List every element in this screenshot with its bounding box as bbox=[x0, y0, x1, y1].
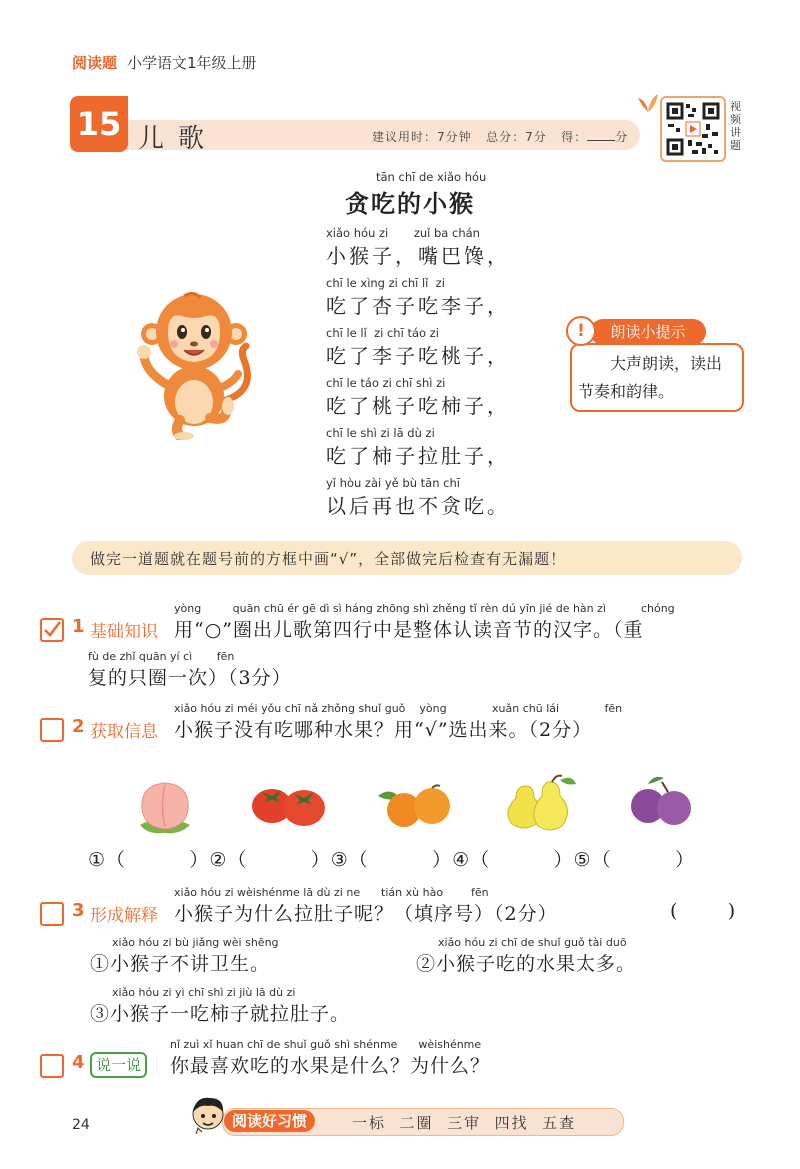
question-3-option-1 bbox=[90, 936, 279, 976]
question-3-line-1-text: 小猴子为什么拉肚子呢？（填序号）（2分） bbox=[174, 903, 558, 925]
poem-line-pinyin: chī le lǐ zi chī táo zi bbox=[326, 326, 439, 340]
poem-title: 贪吃的小猴 bbox=[345, 189, 475, 218]
category-label: 阅读题 bbox=[72, 54, 118, 72]
question-3-number: 3 bbox=[72, 900, 85, 921]
question-2-tag: 获取信息 bbox=[90, 722, 158, 742]
poem-line-pinyin: xiǎo hóu zi zuǐ ba chán bbox=[326, 226, 480, 240]
page-number: 24 bbox=[72, 1117, 90, 1133]
poem-title-block bbox=[376, 170, 486, 184]
leaf-icon bbox=[636, 92, 660, 118]
question-3-line-1 bbox=[174, 886, 558, 926]
peach-icon bbox=[130, 775, 200, 841]
poem-line-pinyin: chī le xìng zi chī lǐ zi bbox=[326, 276, 445, 290]
question-4-line-1-pinyin: nǐ zuì xǐ huan chī de shuǐ guǒ shì shénme wèishénme bbox=[170, 1038, 482, 1051]
question-3-checkbox[interactable] bbox=[40, 902, 64, 926]
poem-line bbox=[326, 426, 510, 469]
question-2-line-1-text: 小猴子没有吃哪种水果？用“√”选出来。（2分） bbox=[174, 719, 593, 741]
question-4-checkbox[interactable] bbox=[40, 1054, 64, 1078]
poem-line-pinyin: chī le shì zi lā dù zi bbox=[326, 426, 435, 440]
question-3-option-3 bbox=[90, 986, 350, 1026]
monkey-illustration bbox=[128, 290, 258, 444]
option-2-pinyin: xiǎo hóu zi chī de shuǐ guǒ tài duō bbox=[438, 936, 627, 949]
question-1-line-2-text: 复的只圈一次）（3分） bbox=[88, 667, 292, 689]
poem-line-text: 吃了杏子吃李子， bbox=[326, 294, 510, 318]
question-2-number: 2 bbox=[72, 716, 85, 737]
poem-line-pinyin: chī le táo zi chī shì zi bbox=[326, 376, 446, 390]
poem-line bbox=[326, 476, 510, 519]
question-3-line-1-pinyin: xiǎo hóu zi wèishénme lā dù zi ne tián xù hào fēn bbox=[174, 886, 489, 899]
question-4-number: 4 bbox=[72, 1052, 85, 1073]
lesson-meta bbox=[372, 128, 628, 145]
fruit-choices[interactable]: ①（ ）②（ ）③（ ）④（ ）⑤（ ） bbox=[88, 849, 695, 871]
question-1-line-1-pinyin: yòng quān chū ér gē dì sì háng zhōng shì zhěng tǐ rèn dú yīn jié de hàn zì chóng bbox=[174, 602, 675, 615]
poem-line bbox=[326, 376, 510, 419]
option-1-pinyin: xiǎo hóu zi bù jiǎng wèi shēng bbox=[112, 936, 279, 949]
poem-line-text: 以后再也不贪吃。 bbox=[326, 494, 510, 518]
question-4-tag: 说一说 bbox=[90, 1052, 147, 1078]
poem-line bbox=[326, 276, 510, 319]
answer-paren: ( ) bbox=[670, 900, 737, 922]
option-3-text: ③小猴子一吃柿子就拉肚子。 bbox=[90, 1003, 351, 1025]
question-1-checkbox[interactable] bbox=[40, 618, 64, 642]
reading-habit-steps: 一标 二圈 三审 四找 五查 bbox=[352, 1114, 577, 1132]
reading-tip-label: 朗读小提示 bbox=[590, 319, 706, 345]
question-3-option-2 bbox=[416, 936, 636, 976]
question-1-line-2-pinyin: fù de zhǐ quān yí cì fēn bbox=[88, 650, 235, 663]
score-unit: 分 bbox=[615, 130, 629, 144]
option-1-text: ①小猴子不讲卫生。 bbox=[90, 953, 271, 975]
boy-icon bbox=[188, 1094, 228, 1142]
lesson-number: 15 bbox=[70, 96, 128, 152]
total-score: 总分：7分 bbox=[486, 130, 547, 144]
time-hint: 建议用时：7分钟 bbox=[372, 130, 472, 144]
qr-side-label: 视频讲题 bbox=[730, 100, 741, 152]
question-1-line-1 bbox=[174, 602, 675, 642]
qr-code[interactable] bbox=[660, 96, 726, 162]
plum-icon bbox=[626, 772, 698, 832]
question-4-line-1 bbox=[170, 1038, 490, 1078]
poem-line-text: 吃了桃子吃柿子， bbox=[326, 394, 510, 418]
question-1-tag: 基础知识 bbox=[90, 622, 158, 642]
question-4-line-1-text: 你最喜欢吃的水果是什么？为什么？ bbox=[170, 1055, 491, 1077]
question-3-tag: 形成解释 bbox=[90, 906, 158, 926]
got-label: 得： bbox=[561, 130, 588, 144]
option-3-pinyin: xiǎo hóu zi yì chī shì zi jiù lā dù zi bbox=[112, 986, 296, 999]
poem-line-text: 吃了柿子拉肚子， bbox=[326, 444, 510, 468]
poem-line-text: 小猴子，嘴巴馋， bbox=[326, 244, 510, 268]
checkmark-icon bbox=[42, 620, 62, 640]
poem-line bbox=[326, 326, 510, 369]
pear-icon bbox=[500, 772, 580, 836]
instruction-text: 做完一道题就在题号前的方框中画“√”，全部做完后检查有无漏题！ bbox=[90, 550, 567, 568]
score-blank[interactable] bbox=[587, 130, 615, 141]
question-2-line-1 bbox=[174, 702, 622, 742]
question-1-line-1-text: 用“○”圈出儿歌第四行中是整体认读音节的汉字。（重 bbox=[174, 619, 644, 641]
poem-title-pinyin: tān chī de xiǎo hóu bbox=[376, 170, 487, 184]
poem-line bbox=[326, 226, 510, 269]
lesson-title: 儿歌 bbox=[138, 124, 219, 154]
poem-line-pinyin: yǐ hòu zài yě bù tān chī bbox=[326, 476, 460, 490]
reading-tip-text: 大声朗读，读出节奏和韵律。 bbox=[578, 354, 723, 401]
poem-line-text: 吃了李子吃桃子， bbox=[326, 344, 510, 368]
question-2-line-1-pinyin: xiǎo hóu zi méi yǒu chī nǎ zhǒng shuǐ guǒ yòng xuǎn chū lái fēn bbox=[174, 702, 623, 715]
question-1-number: 1 bbox=[72, 616, 85, 637]
exclamation-icon: ! bbox=[566, 316, 596, 346]
book-title: 小学语文1年级上册 bbox=[127, 54, 257, 72]
apricot-icon bbox=[374, 780, 456, 834]
question-1-line-2 bbox=[88, 650, 292, 690]
persimmon-icon bbox=[250, 778, 328, 834]
option-2-text: ②小猴子吃的水果太多。 bbox=[416, 953, 637, 975]
reading-habit-label: 阅读好习惯 bbox=[224, 1110, 315, 1132]
question-2-checkbox[interactable] bbox=[40, 718, 64, 742]
question-3-answer-blank[interactable] bbox=[670, 900, 736, 922]
